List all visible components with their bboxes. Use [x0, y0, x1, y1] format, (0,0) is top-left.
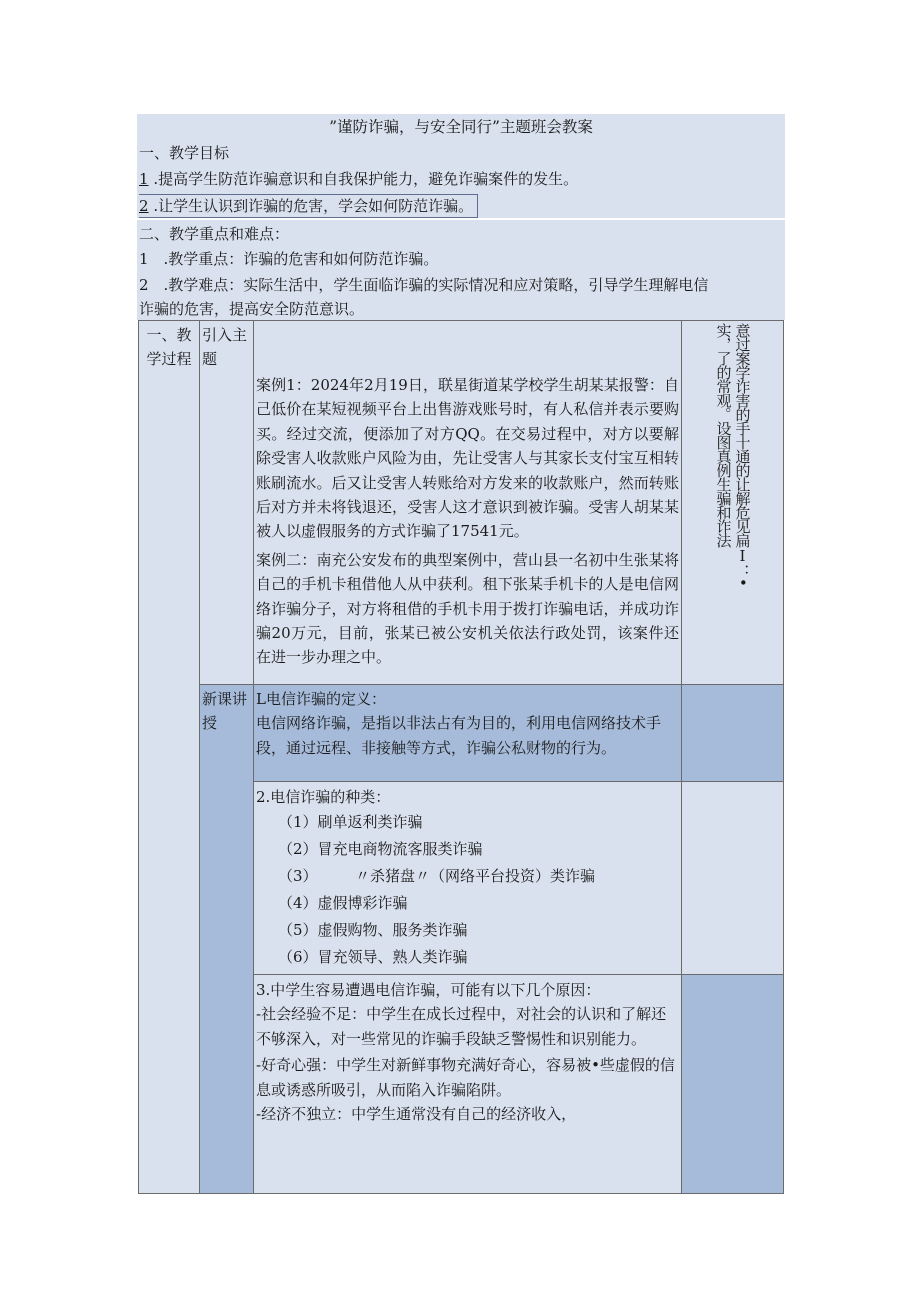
document-title: ”谨防诈骗，与安全同行”主题班会教案 [137, 114, 785, 140]
section1-heading: 一、教学目标 [139, 144, 230, 162]
new-lesson-label: 新课讲授 [202, 690, 248, 733]
section2-heading: 二、教学重点和难点： [139, 225, 290, 243]
process-label: 一、教学过程 [146, 326, 192, 369]
goal-1 [139, 168, 578, 190]
reasons-note-cell [682, 975, 784, 1194]
reason-1: -社会经验不足：中学生在成长过程中，对社会的认识和了解还不够深入，对一些常见的诈骗手段缺乏警惕性和识别能力。 [256, 1005, 667, 1048]
list-item [254, 971, 681, 973]
goal-1-text: .提高学生防范诈骗意识和自我保护能力，避免诈骗案件的发生。 [148, 170, 579, 188]
intro-note-cell [682, 321, 784, 685]
intro-note [682, 321, 783, 586]
reasons-heading: 3.中学生容易遭遇电信诈骗，可能有以下几个原因： [256, 981, 601, 999]
types-note-cell [682, 782, 784, 975]
list-item: （4）虚假博彩诈骗 [278, 894, 408, 913]
definition-cell [254, 685, 682, 782]
list-item: （2）冒充电商物流客服类诈骗 [278, 840, 483, 859]
definition-heading: L电信诈骗的定义： [256, 690, 386, 708]
difficulty-line-2: 诈骗的危害，提高安全防范意识。 [139, 300, 365, 318]
list-item: （3） 〃杀猪盘〃（网络平台投资）类诈骗 [278, 867, 596, 886]
list-item: （1）刷单返利类诈骗 [278, 813, 423, 832]
definition-text: 电信网络诈骗，是指以非法占有为目的，利用电信网络技术手段，通过远程、非接触等方式，诈骗公私财物的行为。 [256, 714, 662, 757]
reason-3: -经济不独立：中学生通常没有自己的经济收入， [256, 1105, 577, 1124]
table-row-definition [139, 685, 784, 782]
intro-content-cell [254, 321, 682, 685]
table-row-intro [139, 321, 784, 685]
reason-2: -好奇心强：中学生对新鲜事物充满好奇心，容易被•些虚假的信息或诱惑所吸引，从而陷入诈骗陷阱。 [256, 1056, 675, 1099]
intro-label-cell [200, 321, 254, 685]
intro-label: 引入主题 [202, 326, 248, 369]
goal-1-number: 1 [139, 170, 149, 188]
goal-2-text: .让学生认识到诈骗的危害，学会如何防范诈骗。 [148, 197, 474, 215]
new-lesson-label-cell [200, 685, 254, 1194]
goal-2 [139, 194, 478, 218]
types-heading: 2.电信诈骗的种类： [256, 788, 391, 806]
section1-band [137, 140, 785, 166]
types-cell [254, 782, 682, 975]
key-point: 1 .教学重点：诈骗的危害和如何防范诈骗。 [139, 250, 439, 268]
case-1: 案例1：2024年2月19日，联星街道某学校学生胡某某报警：自己低价在某短视频平台上出售游戏账号时，有人私信并表示要购买。经过交流，便添加了对方QQ。在交易过程中，对方以要解除受害人收款账户风险为由，先让受害人与其家长支付宝互相转账刷流水。后又让受害人转账给对方发来的收款账户，然而转账后对方并未将钱退还，受害人这才意识到被诈骗。受害人胡某某被人以虚假服务的方式诈骗了17541元。 [256, 376, 679, 541]
case-2: 案例二：南充公安发布的典型案例中，营山县一名初中生张某将自己的手机卡租借他人从中获利。租下张某手机卡的人是电信网络诈骗分子，对方将租借的手机卡用于拨打诈骗电话，并成功诈骗20万元，目前，张某已被公安机关依法行政处罚，该案件还在进一步办理之中。 [256, 550, 679, 667]
list-item: （6）冒充领导、熟人类诈骗 [278, 948, 468, 967]
list-item: （5）虚假购物、服务类诈骗 [278, 921, 468, 940]
process-label-cell [139, 321, 200, 1194]
teaching-process-table [138, 320, 784, 1194]
intro-note-col-1: 意过案学诈害的手十通的让解危见扁Ⅰ：• [733, 323, 752, 586]
reasons-cell [254, 975, 682, 1194]
goal-2-number: 2 [139, 197, 149, 215]
types-clip [254, 782, 681, 973]
definition-note-cell [682, 685, 784, 782]
intro-note-col-2: 实，了的常观。设图真例生骗和诈法 [714, 323, 733, 547]
difficulty-line-1: 2 .教学难点：实际生活中，学生面临诈骗的实际情况和应对策略，引导学生理解电信 [139, 276, 709, 294]
